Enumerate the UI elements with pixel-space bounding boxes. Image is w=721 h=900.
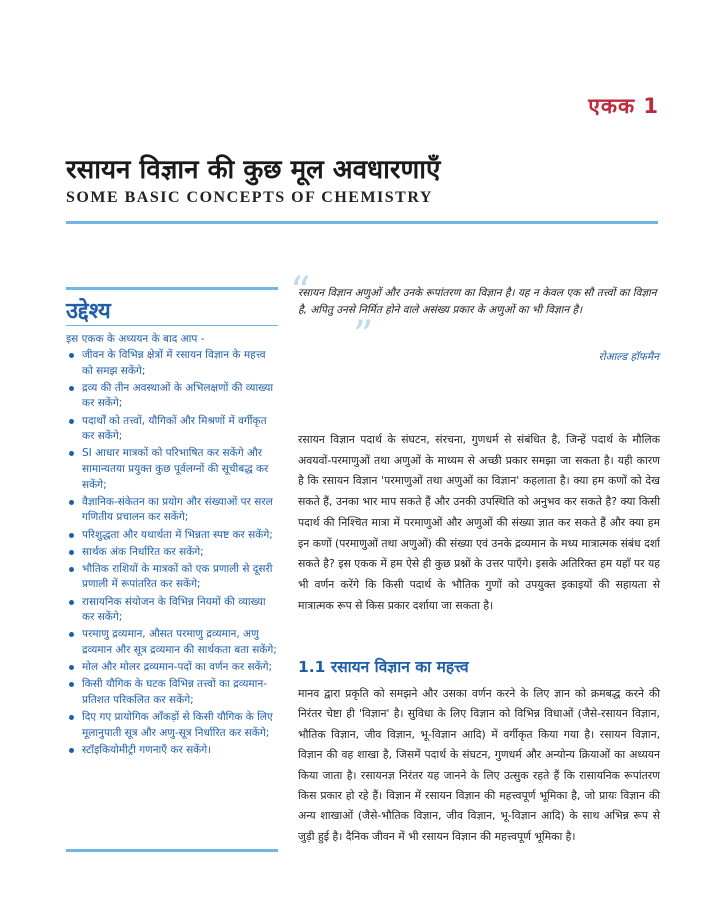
objective-item: परिशुद्धता और यथार्थता में भिन्नता स्पष्ट कर सकेंगे; [66, 528, 278, 544]
bullet-icon [69, 682, 74, 687]
objective-item: रासायनिक संयोजन के विभिन्न नियमों की व्याख्या कर सकेंगे; [66, 595, 278, 626]
bullet-icon [69, 600, 74, 605]
objective-item: किसी यौगिक के घटक विभिन्न तत्त्वों का द्रव्यमान-प्रतिशत परिकलित कर सकेंगे; [66, 677, 278, 708]
title-divider [66, 221, 658, 224]
bullet-icon [69, 451, 74, 456]
objective-item: स्टॉइकियोमीट्री गणनाएँ कर सकेंगे। [66, 743, 278, 759]
objectives-heading: उद्देश्य [66, 299, 111, 324]
objective-item: सार्थक अंक निर्धारित कर सकेंगे; [66, 545, 278, 561]
chapter-title-hindi: रसायन विज्ञान की कुछ मूल अवधारणाएँ [66, 155, 441, 185]
bullet-icon [69, 715, 74, 720]
objectives-list [66, 348, 278, 760]
objective-item: द्रव्य की तीन अवस्थाओं के अभिलक्षणों की व्याख्या कर सकेंगे; [66, 381, 278, 412]
objective-item: दिए गए प्रायोगिक आँकड़ों से किसी यौगिक के लिए मूलानुपाती सूत्र और अणु-सूत्र निर्धारित कर सकेंगे; [66, 710, 278, 741]
bullet-icon [69, 500, 74, 505]
objective-item: मोल और मोलर द्रव्यमान-पदों का वर्णन कर सकेंगे; [66, 660, 278, 676]
close-quote-icon: ” [353, 313, 374, 359]
open-quote-icon: “ [290, 269, 311, 315]
objectives-bottom-rule [66, 849, 278, 852]
unit-label: एकक 1 [588, 94, 659, 118]
objective-item: भौतिक राशियों के मात्रकों को एक प्रणाली से दूसरी प्रणाली में रूपांतरित कर सकेंगे; [66, 562, 278, 593]
objectives-top-rule [66, 287, 278, 290]
objective-item: पदार्थों को तत्त्वों, यौगिकों और मिश्रणों में वर्गीकृत कर सकेंगे; [66, 414, 278, 445]
bullet-icon [69, 567, 74, 572]
chapter-title-english: SOME BASIC CONCEPTS OF CHEMISTRY [66, 189, 433, 206]
objectives-heading-rule [66, 325, 278, 326]
objective-item: SI आधार मात्रकों को परिभाषित कर सकेंगे और सामान्यतया प्रयुक्त कुछ पूर्वलग्नों की सूचीबद्ध कर सकेंगे; [66, 446, 278, 493]
epigraph-quote: रसायन विज्ञान अणुओं और उनके रूपांतरण का विज्ञान है। यह न केवल एक सौ तत्त्वों का विज्ञान है, अपितु उनसे निर्मित होने वाले असंख्य प्रकार के अणुओं का भी विज्ञान है। [298, 287, 657, 316]
bullet-icon [69, 533, 74, 538]
bullet-icon [69, 550, 74, 555]
bullet-icon [69, 419, 74, 424]
bullet-icon [69, 353, 74, 358]
objective-item: परमाणु द्रव्यमान, औसत परमाणु द्रव्यमान, अणु द्रव्यमान और सूत्र द्रव्यमान की सार्थकता बता सकेंगे; [66, 627, 278, 658]
bullet-icon [69, 386, 74, 391]
section-paragraph: मानव द्वारा प्रकृति को समझने और उसका वर्णन करने के लिए ज्ञान को क्रमबद्ध करने की निरंतर चेष्टा ही 'विज्ञान' है। सुविधा के लिए विज्ञान को विभिन्न विधाओं (जैसे-रसायन विज्ञान, भौतिक विज्ञान, जीव विज्ञान, भू-विज्ञान आदि) में वर्गीकृत किया गया है। रसायन विज्ञान, विज्ञान की वह शाखा है, जिसमें पदार्थ के संघटन, गुणधर्म और अन्योन्य क्रियाओं का अध्ययन किया जाता है। रसायनज्ञ निरंतर यह जानने के लिए उत्सुक रहते हैं कि रासायनिक रूपांतरण किस प्रकार हो रहे हैं। विज्ञान में रसायन विज्ञान की महत्त्वपूर्ण भूमिका है, जो प्रायः विज्ञान की अन्य शाखाओं (जैसे-भौतिक विज्ञान, जीव विज्ञान, भू-विज्ञान आदि) के साथ अभिन्न रूप से जुड़ी हुई है। दैनिक जीवन में भी रसायन विज्ञान की महत्त्वपूर्ण भूमिका है। [298, 687, 660, 843]
intro-paragraph: रसायन विज्ञान पदार्थ के संघटन, संरचना, गुणधर्म से संबंधित है, जिन्हें पदार्थ के मौलिक अवयवों-परमाणुओं तथा अणुओं के माध्यम से अच्छी प्रकार समझा जा सकता है। यही कारण है कि रसायन विज्ञान 'परमाणुओं तथा अणुओं का विज्ञान' कहलाता है। क्या हम कणों को देख सकते हैं, उनका भार माप सकते हैं और उनकी उपस्थिति को अनुभव कर सकते है? क्या किसी पदार्थ की निश्चित मात्रा में परमाणुओं और अणुओं की संख्या ज्ञात कर सकते हैं और क्या हम इन कणों (परमाणुओं तथा अणुओं) की संख्या एवं उनके द्रव्यमान के मध्य मात्रात्मक संबंध दर्शा सकते है? इस एकक में हम ऐसे ही कुछ प्रश्नों के उत्तर पाएँगे। इसके अतिरिक्त हम यहाँ पर यह भी वर्णन करेंगे कि किसी पदार्थ के भौतिक गुणों को उपयुक्त इकाइयों की सहायता से मात्रात्मक रूप से किस प्रकार दर्शाया जा सकता है। [298, 433, 660, 612]
bullet-icon [69, 665, 74, 670]
epigraph-author: रोआल्ड हॉफमैन [598, 351, 659, 363]
objective-item: वैज्ञानिक-संकेतन का प्रयोग और संख्याओं पर सरल गणितीय प्रचालन कर सकेंगे; [66, 495, 278, 526]
bullet-icon [69, 632, 74, 637]
objective-item: जीवन के विभिन्न क्षेत्रों में रसायन विज्ञान के महत्त्व को समझ सकेंगे; [66, 348, 278, 379]
bullet-icon [69, 748, 74, 753]
objectives-intro: इस एकक के अध्ययन के बाद आप - [66, 333, 205, 345]
section-heading: 1.1 रसायन विज्ञान का महत्त्व [298, 658, 469, 676]
